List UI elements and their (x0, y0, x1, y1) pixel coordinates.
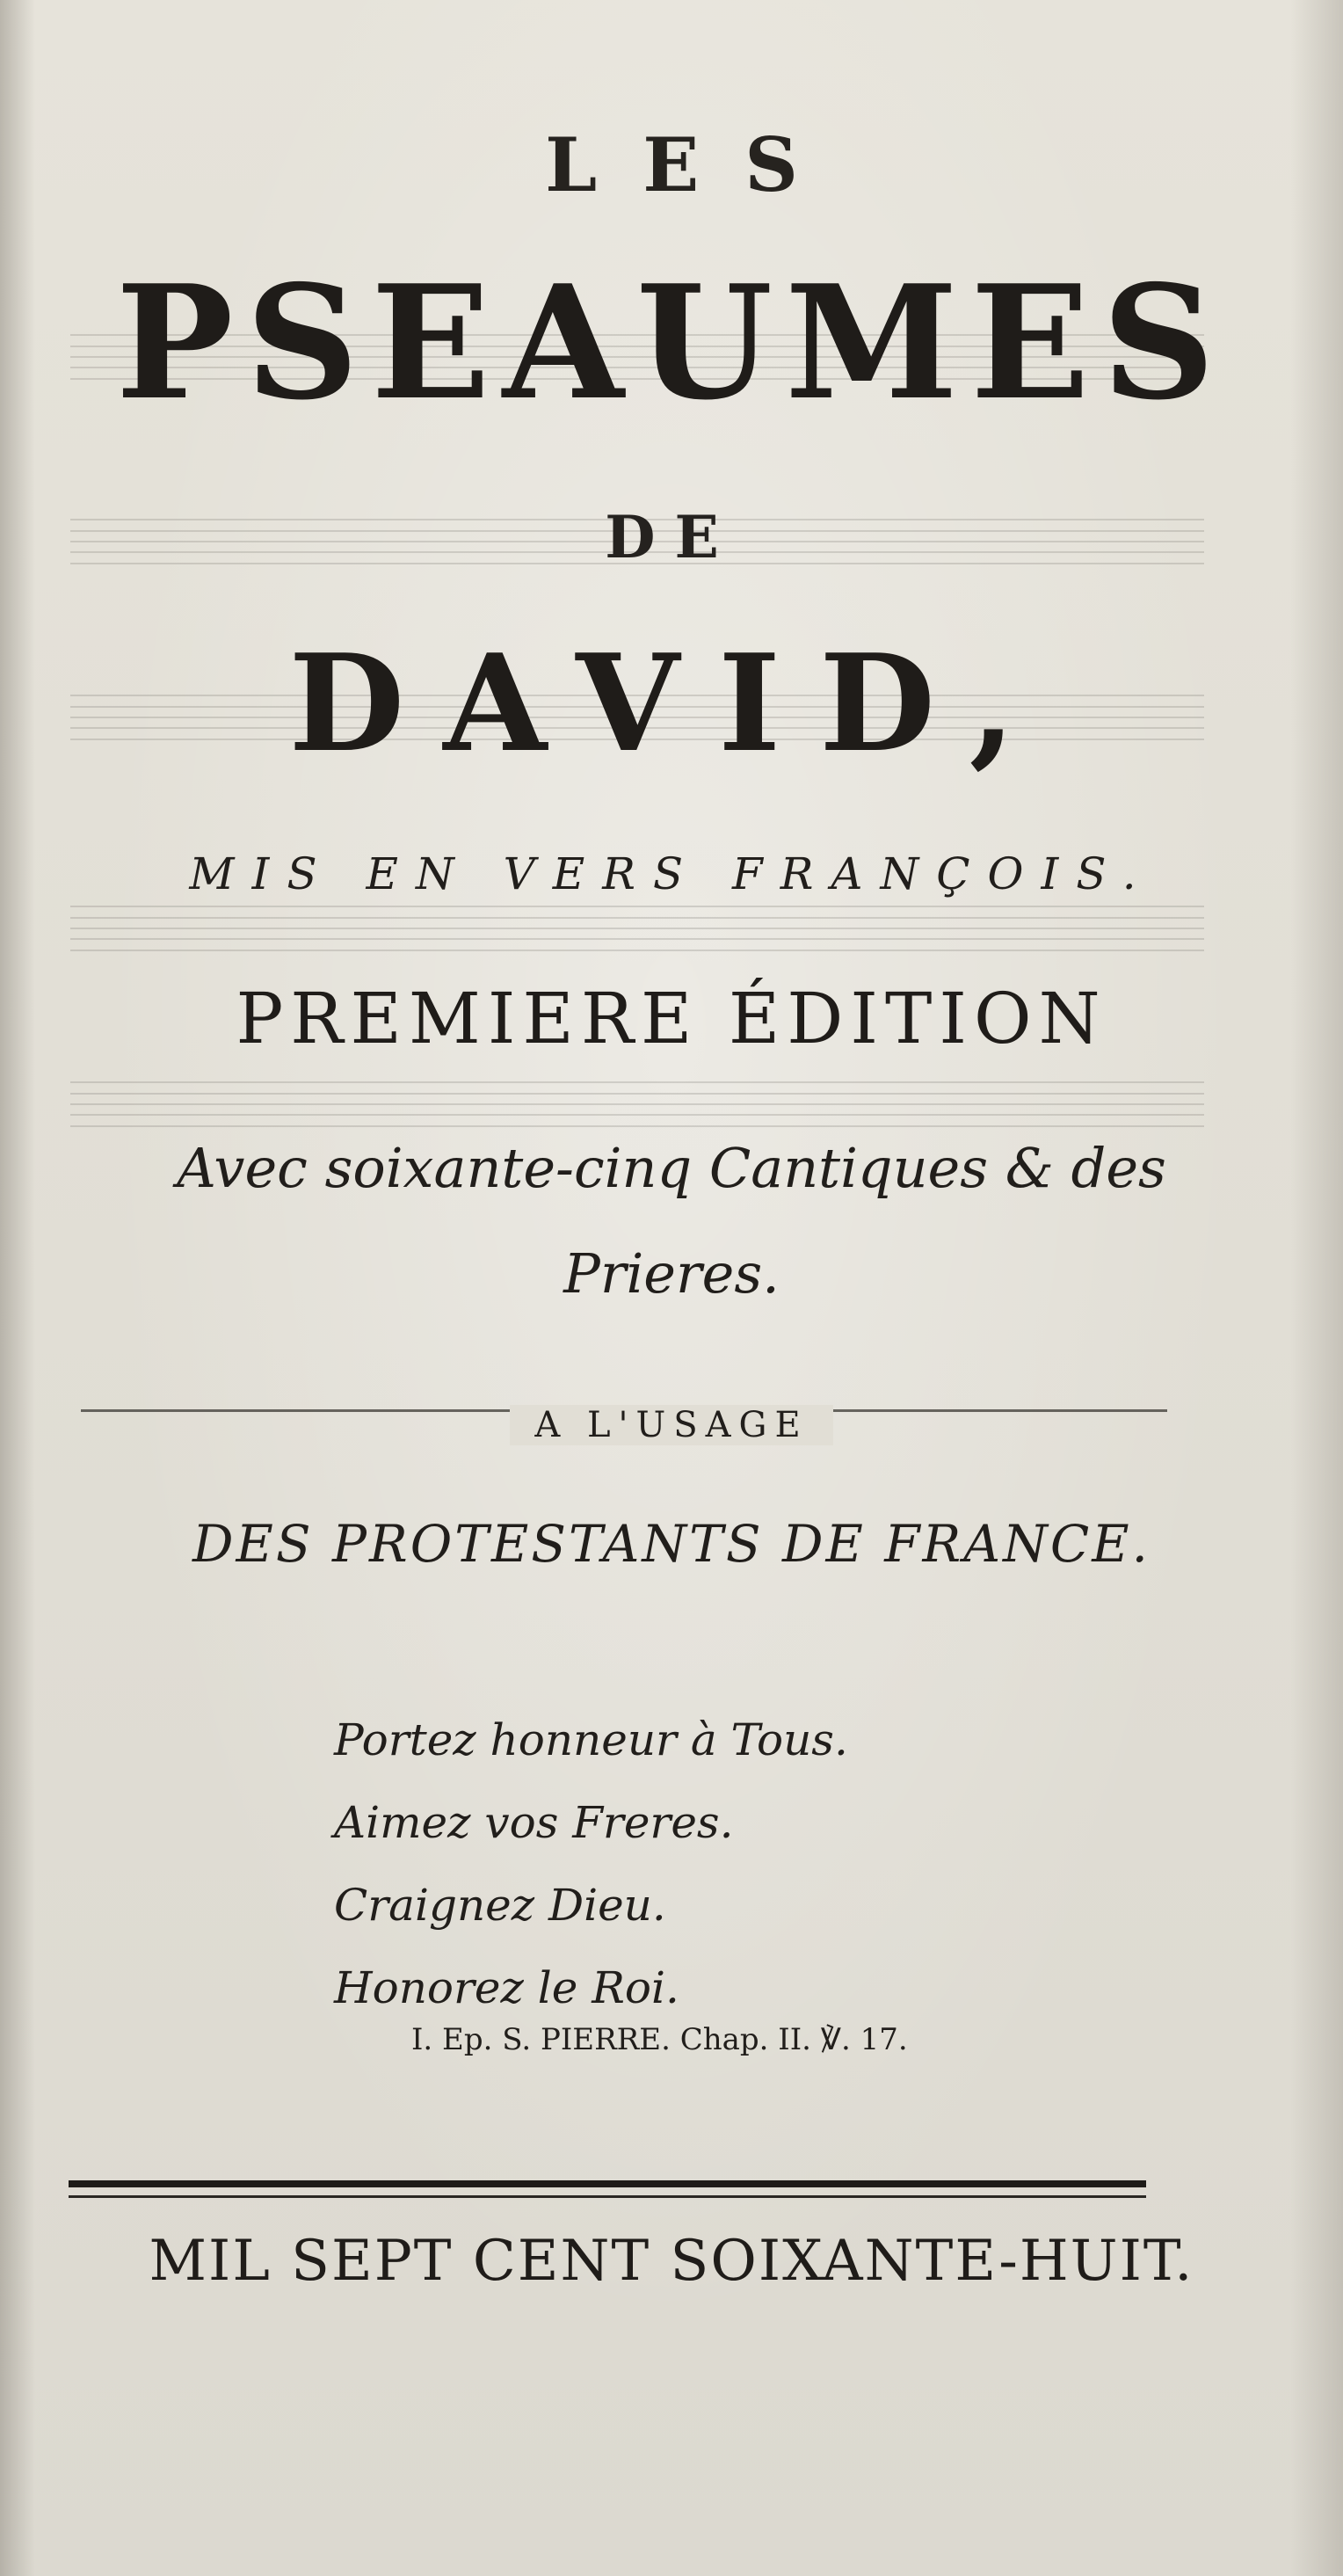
edition-line: PREMIERE ÉDITION (236, 978, 1107, 1059)
usage-line (0, 1405, 1343, 1445)
usage-label: A L'USAGE (510, 1405, 832, 1445)
subtitle-mis-en-vers: MIS EN VERS FRANÇOIS. (189, 848, 1154, 899)
epigraph-line: Craignez Dieu. (334, 1880, 666, 1931)
ghost-staff (70, 1081, 1204, 1127)
contents-line-prieres: Prieres. (563, 1241, 780, 1306)
ghost-staff (70, 906, 1204, 951)
title-word-david: DAVID, (288, 624, 1055, 782)
contents-line-avec: Avec soixante-cinq Cantiques & des (177, 1136, 1166, 1200)
title-word-de: DE (605, 503, 738, 571)
audience-line: DES PROTESTANTS DE FRANCE. (192, 1514, 1151, 1574)
epigraph-line: Aimez vos Freres. (334, 1797, 734, 1848)
thick-double-rule (69, 2180, 1146, 2198)
epigraph-line: Honorez le Roi. (334, 1962, 679, 2013)
epigraph-citation: I. Ep. S. PIERRE. Chap. II. ℣. 17. (411, 2022, 908, 2057)
epigraph (334, 1699, 848, 2029)
imprint-date: MIL SEPT CENT SOIXANTE-HUIT. (149, 2229, 1194, 2294)
title-word-les: LES (545, 121, 844, 208)
epigraph-line: Portez honneur à Tous. (334, 1714, 848, 1765)
title-word-pseaumes: PSEAUMES (115, 251, 1228, 434)
